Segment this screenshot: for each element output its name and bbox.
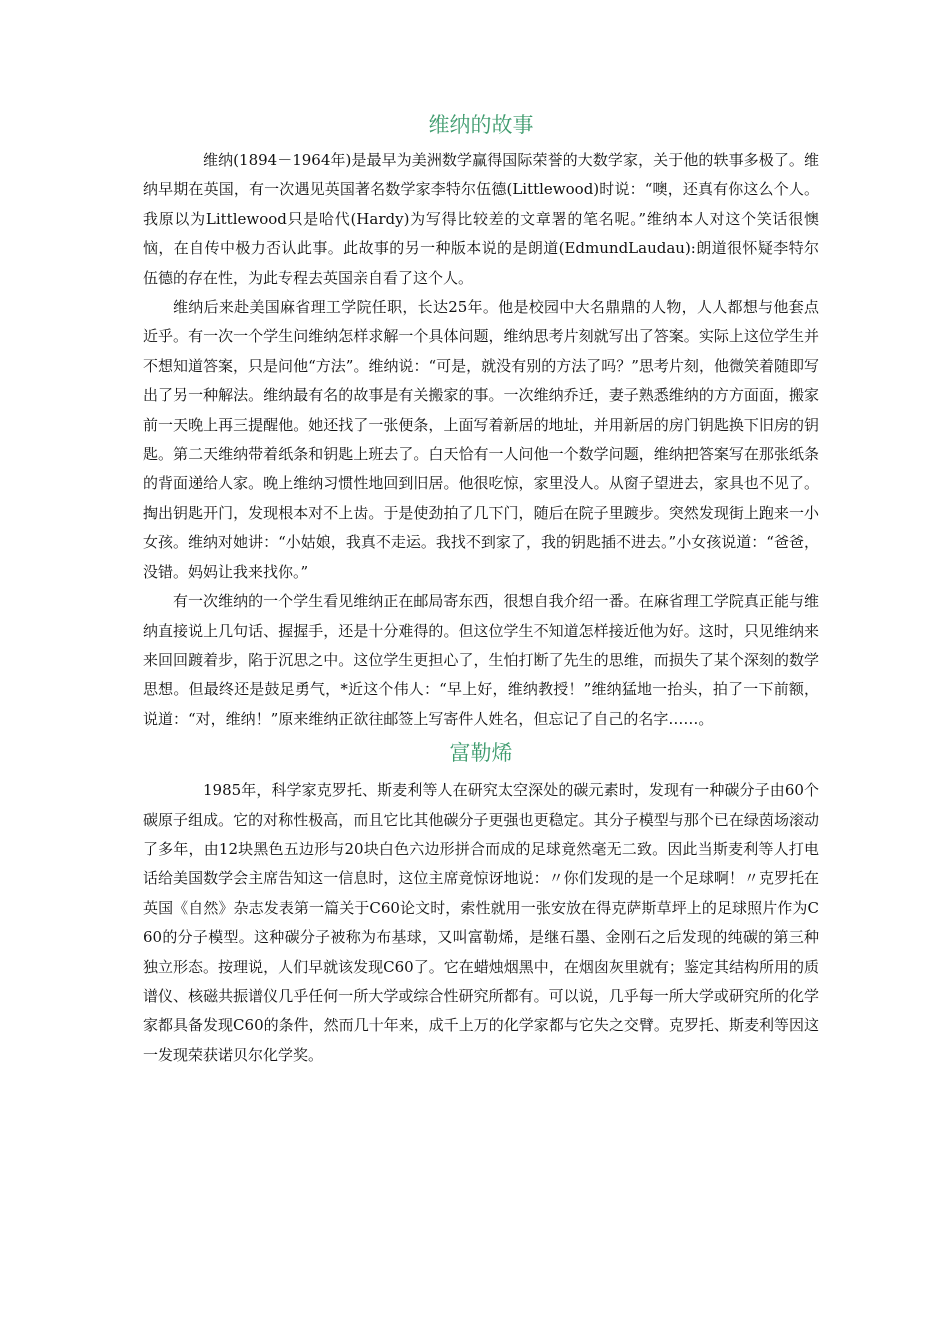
paragraph: 有一次维纳的一个学生看见维纳正在邮局寄东西，很想自我介绍一番。在麻省理工学院真正能与维纳直接说上几句话、握握手，还是十分难得的。但这位学生不知道怎样接近他为好。这时，只见维纳来来回回踱着步，陷于沉思之中。这位学生更担心了，生怕打断了先生的思维，而损失了某个深刻的数学思想。但最终还是鼓足勇气，*近这个伟人：“早上好，维纳教授！”维纳猛地一抬头，拍了一下前额，说道：“对，维纳！”原来维纳正欲往邮签上写寄件人姓名，但忘记了自己的名字……。 — [143, 592, 819, 728]
paragraph: 维纳后来赴美国麻省理工学院任职，长达25年。他是校园中大名鼎鼎的人物，人人都想与他套点近乎。有一次一个学生问维纳怎样求解一个具体问题，维纳思考片刻就写出了答案。实际上这位学生并不想知道答案，只是问他“方法”。维纳说：“可是，就没有别的方法了吗？”思考片刻，他微笑着随即写出了另一种解法。维纳最有名的故事是有关搬家的事。一次维纳乔迁，妻子熟悉维纳的方方面面，搬家前一天晚上再三提醒他。她还找了一张便条，上面写着新居的地址，并用新居的房门钥匙换下旧房的钥匙。第二天维纳带着纸条和钥匙上班去了。白天恰有一人问他一个数学问题，维纳把答案写在那张纸条的背面递给人家。晚上维纳习惯性地回到旧居。他很吃惊，家里没人。从窗子望进去，家具也不见了。掏出钥匙开门，发现根本对不上齿。于是使劲拍了几下门，随后在院子里踱步。突然发现街上跑来一小女孩。维纳对她讲：“小姑娘，我真不走运。我找不到家了，我的钥匙插不进去。”小女孩说道：“爸爸，没错。妈妈让我来找你。” — [143, 298, 819, 581]
section-title-wiener: 维纳的故事 — [428, 113, 534, 137]
document-page — [143, 108, 819, 1070]
paragraph: 1985年，科学家克罗托、斯麦利等人在研究太空深处的碳元素时，发现有一种碳分子由60个碳原子组成。它的对称性极高，而且它比其他碳分子更强也更稳定。其分子模型与那个已在绿茵场滚动了多年，由12块黑色五边形与20块白色六边形拼合而成的足球竟然毫无二致。因此当斯麦利等人打电话给美国数学会主席告知这一信息时，这位主席竟惊讶地说：〃你们发现的是一个足球啊！〃克罗托在英国《自然》杂志发表第一篇关于C60论文时，索性就用一张安放在得克萨斯草坪上的足球照片作为C60的分子模型。这种碳分子被称为布基球，又叫富勒烯，是继石墨、金刚石之后发现的纯碳的第三种独立形态。按理说，人们早就该发现C60了。它在蜡烛烟黑中，在烟囱灰里就有；鉴定其结构所用的质谱仪、核磁共振谱仪几乎任何一所大学或综合性研究所都有。可以说，几乎每一所大学或研究所的化学家都具备发现C60的条件，然而几十年来，成千上万的化学家都与它失之交臂。克罗托、斯麦利等因这一发现荣获诺贝尔化学奖。 — [143, 781, 819, 1064]
paragraph: 维纳(1894－1964年)是最早为美洲数学赢得国际荣誉的大数学家，关于他的轶事多极了。维纳早期在英国，有一次遇见英国著名数学家李特尔伍德(Littlewood)时说：“噢，还真有你这么个人。我原以为Littlewood只是哈代(Hardy)为写得比较差的文章署的笔名呢。”维纳本人对这个笑话很懊恼，在自传中极力否认此事。此故事的另一种版本说的是朗道(EdmundLaudau):朗道很怀疑李特尔伍德的存在性，为此专程去英国亲自看了这个人。 — [143, 151, 819, 287]
section-title-fullerene: 富勒烯 — [449, 741, 513, 766]
